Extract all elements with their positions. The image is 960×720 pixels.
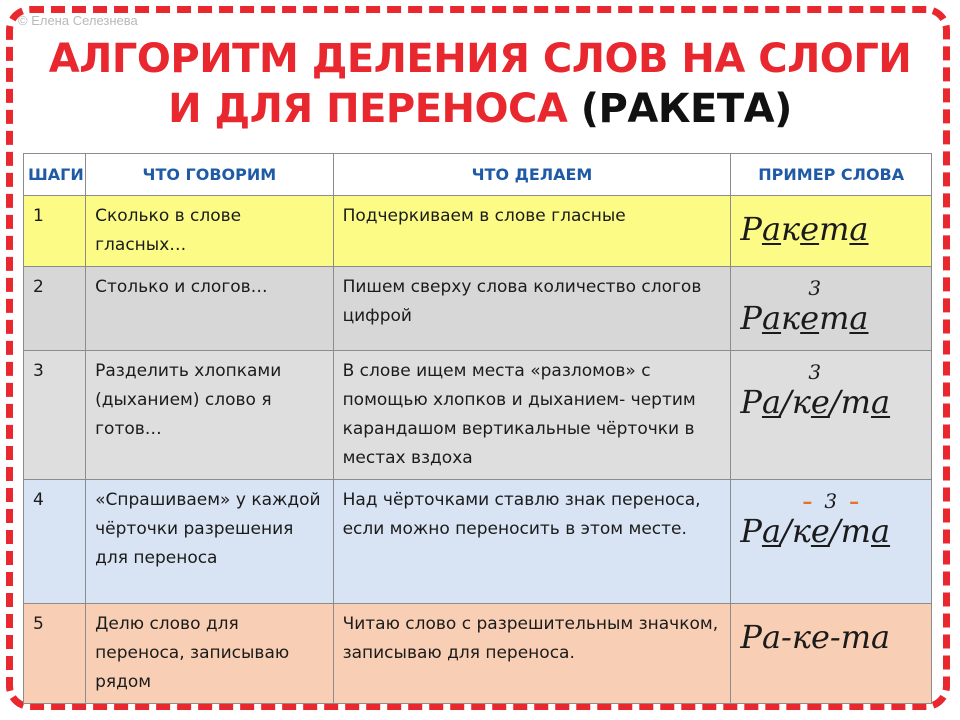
header-steps: ШАГИ bbox=[24, 154, 86, 196]
title-line-2-red: И ДЛЯ ПЕРЕНОСА bbox=[168, 86, 568, 132]
table-row bbox=[24, 267, 932, 351]
word-example bbox=[731, 480, 932, 604]
word-example bbox=[731, 196, 932, 267]
what-we-do: Подчеркиваем в слове гласные bbox=[333, 196, 731, 267]
table-header-row bbox=[24, 154, 932, 196]
example-word: Ракета bbox=[740, 299, 869, 337]
title-line-1: АЛГОРИТМ ДЕЛЕНИЯ СЛОВ НА СЛОГИ bbox=[48, 36, 912, 82]
watermark: © Елена Селезнева bbox=[18, 13, 138, 28]
table-row bbox=[24, 604, 932, 704]
table-row bbox=[24, 351, 932, 480]
example-word: Ра-ке-та bbox=[740, 618, 891, 656]
word-example bbox=[731, 604, 932, 704]
what-we-say: Столько и слогов… bbox=[86, 267, 333, 351]
what-we-say: Делю слово для переноса, записываю рядом bbox=[86, 604, 333, 704]
what-we-say: Сколько в слове гласных… bbox=[86, 196, 333, 267]
what-we-do: Над чёрточками ставлю знак переноса, если можно переносить в этом месте. bbox=[333, 480, 731, 604]
what-we-do: Читаю слово с разрешительным значком, записываю для переноса. bbox=[333, 604, 731, 704]
header-what-we-say: ЧТО ГОВОРИМ bbox=[86, 154, 333, 196]
step-number: 4 bbox=[24, 480, 86, 604]
what-we-do: В слове ищем места «разломов» с помощью хлопков и дыханием- чертим карандашом вертикальные чёрточки в местах вздоха bbox=[333, 351, 731, 480]
step-number: 1 bbox=[24, 196, 86, 267]
what-we-do: Пишем сверху слова количество слогов цифрой bbox=[333, 267, 731, 351]
algorithm-table bbox=[23, 153, 932, 704]
what-we-say: Разделить хлопками (дыханием) слово я готов… bbox=[86, 351, 333, 480]
syllable-count-with-hyphen-marks: – 3 – bbox=[740, 486, 922, 512]
title-line-2 bbox=[0, 84, 960, 134]
hyphen-mark: – bbox=[802, 489, 813, 513]
syllable-count: 3 bbox=[808, 360, 822, 384]
example-word: Ра/ке/та bbox=[740, 383, 891, 421]
example-word: Ракета bbox=[740, 210, 869, 248]
page-title bbox=[0, 34, 960, 134]
step-number: 2 bbox=[24, 267, 86, 351]
step-number: 5 bbox=[24, 604, 86, 704]
syllable-count: 3 bbox=[808, 276, 822, 300]
header-what-we-do: ЧТО ДЕЛАЕМ bbox=[333, 154, 731, 196]
word-example bbox=[731, 267, 932, 351]
table-row bbox=[24, 196, 932, 267]
title-line-2-dark: (РАКЕТА) bbox=[580, 86, 792, 132]
step-number: 3 bbox=[24, 351, 86, 480]
table-row bbox=[24, 480, 932, 604]
hyphen-mark: – bbox=[849, 489, 860, 513]
what-we-say: «Спрашиваем» у каждой чёрточки разрешения для переноса bbox=[86, 480, 333, 604]
example-word: Ра/ке/та bbox=[740, 512, 891, 550]
word-example bbox=[731, 351, 932, 480]
header-word-example: ПРИМЕР СЛОВА bbox=[731, 154, 932, 196]
